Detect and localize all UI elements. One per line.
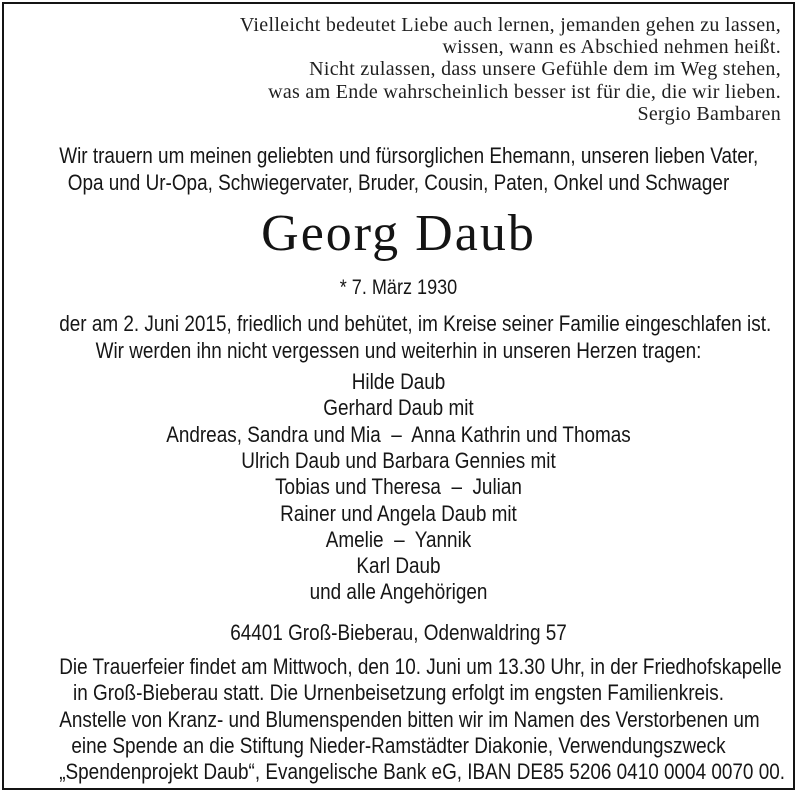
- mourner-line: Amelie – Yannik: [325, 526, 472, 552]
- mourner-line: Gerhard Daub mit: [323, 395, 474, 421]
- death-line: Wir werden ihn nicht vergessen und weiterhin in unseren Herzen tragen:: [95, 338, 702, 364]
- mourner-line: Tobias und Theresa – Julian: [275, 474, 522, 500]
- quote-line: wissen, wann es Abschied nehmen heißt.: [442, 36, 781, 59]
- mourner-line: Karl Daub: [356, 553, 441, 579]
- funeral-line: Anstelle von Kranz- und Blumenspenden bitten wir im Namen des Verstorbenen um: [59, 706, 760, 732]
- quote-line: Nicht zulassen, dass unsere Gefühle dem im Weg stehen,: [309, 58, 781, 81]
- mourner-line: Rainer und Angela Daub mit: [280, 500, 517, 526]
- address-block: [4, 619, 793, 646]
- intro-line: Wir trauern um meinen geliebten und fürsorglichen Ehemann, unseren lieben Vater,: [59, 143, 759, 169]
- funeral-line: Die Trauerfeier findet am Mittwoch, den 10. Juni um 13.30 Uhr, in der Friedhofskapelle: [59, 653, 782, 679]
- death-paragraph: [4, 310, 793, 364]
- deceased-name: Georg Daub: [261, 205, 536, 263]
- funeral-paragraph: [4, 654, 793, 786]
- intro-line: Opa und Ur-Opa, Schwiegervater, Bruder, Cousin, Paten, Onkel und Schwager: [67, 170, 730, 196]
- funeral-line: in Groß-Bieberau statt. Die Urnenbeisetzung erfolgt im engsten Familienkreis.: [73, 680, 724, 706]
- mourner-line: Hilde Daub: [351, 369, 446, 395]
- intro-paragraph: [4, 142, 793, 196]
- quote-line: Vielleicht bedeutet Liebe auch lernen, jemanden gehen zu lassen,: [239, 14, 781, 36]
- mourner-line: Andreas, Sandra und Mia – Anna Kathrin und Thomas: [166, 421, 631, 447]
- birth-date: * 7. März 1930: [339, 276, 458, 300]
- mourner-line: Ulrich Daub und Barbara Gennies mit: [241, 447, 556, 473]
- funeral-line: „Spendenprojekt Daub“, Evangelische Bank eG, IBAN DE85 5206 0410 0004 0070 00.: [59, 759, 785, 785]
- funeral-line: eine Spende an die Stiftung Nieder-Ramstädter Diakonie, Verwendungszweck: [71, 732, 726, 758]
- mourners-list: [4, 369, 793, 606]
- birth-date-block: [4, 276, 793, 300]
- address-line: 64401 Groß-Bieberau, Odenwaldring 57: [230, 619, 567, 645]
- notice-frame: [2, 2, 795, 790]
- opening-quote: [4, 14, 781, 125]
- death-line: der am 2. Juni 2015, friedlich und behütet, im Kreise seiner Familie eingeschlafen ist.: [59, 311, 772, 337]
- quote-attribution: Sergio Bambaren: [637, 102, 781, 125]
- quote-line: was am Ende wahrscheinlich besser ist für die, die wir lieben.: [268, 80, 781, 103]
- mourner-line: und alle Angehörigen: [309, 579, 488, 605]
